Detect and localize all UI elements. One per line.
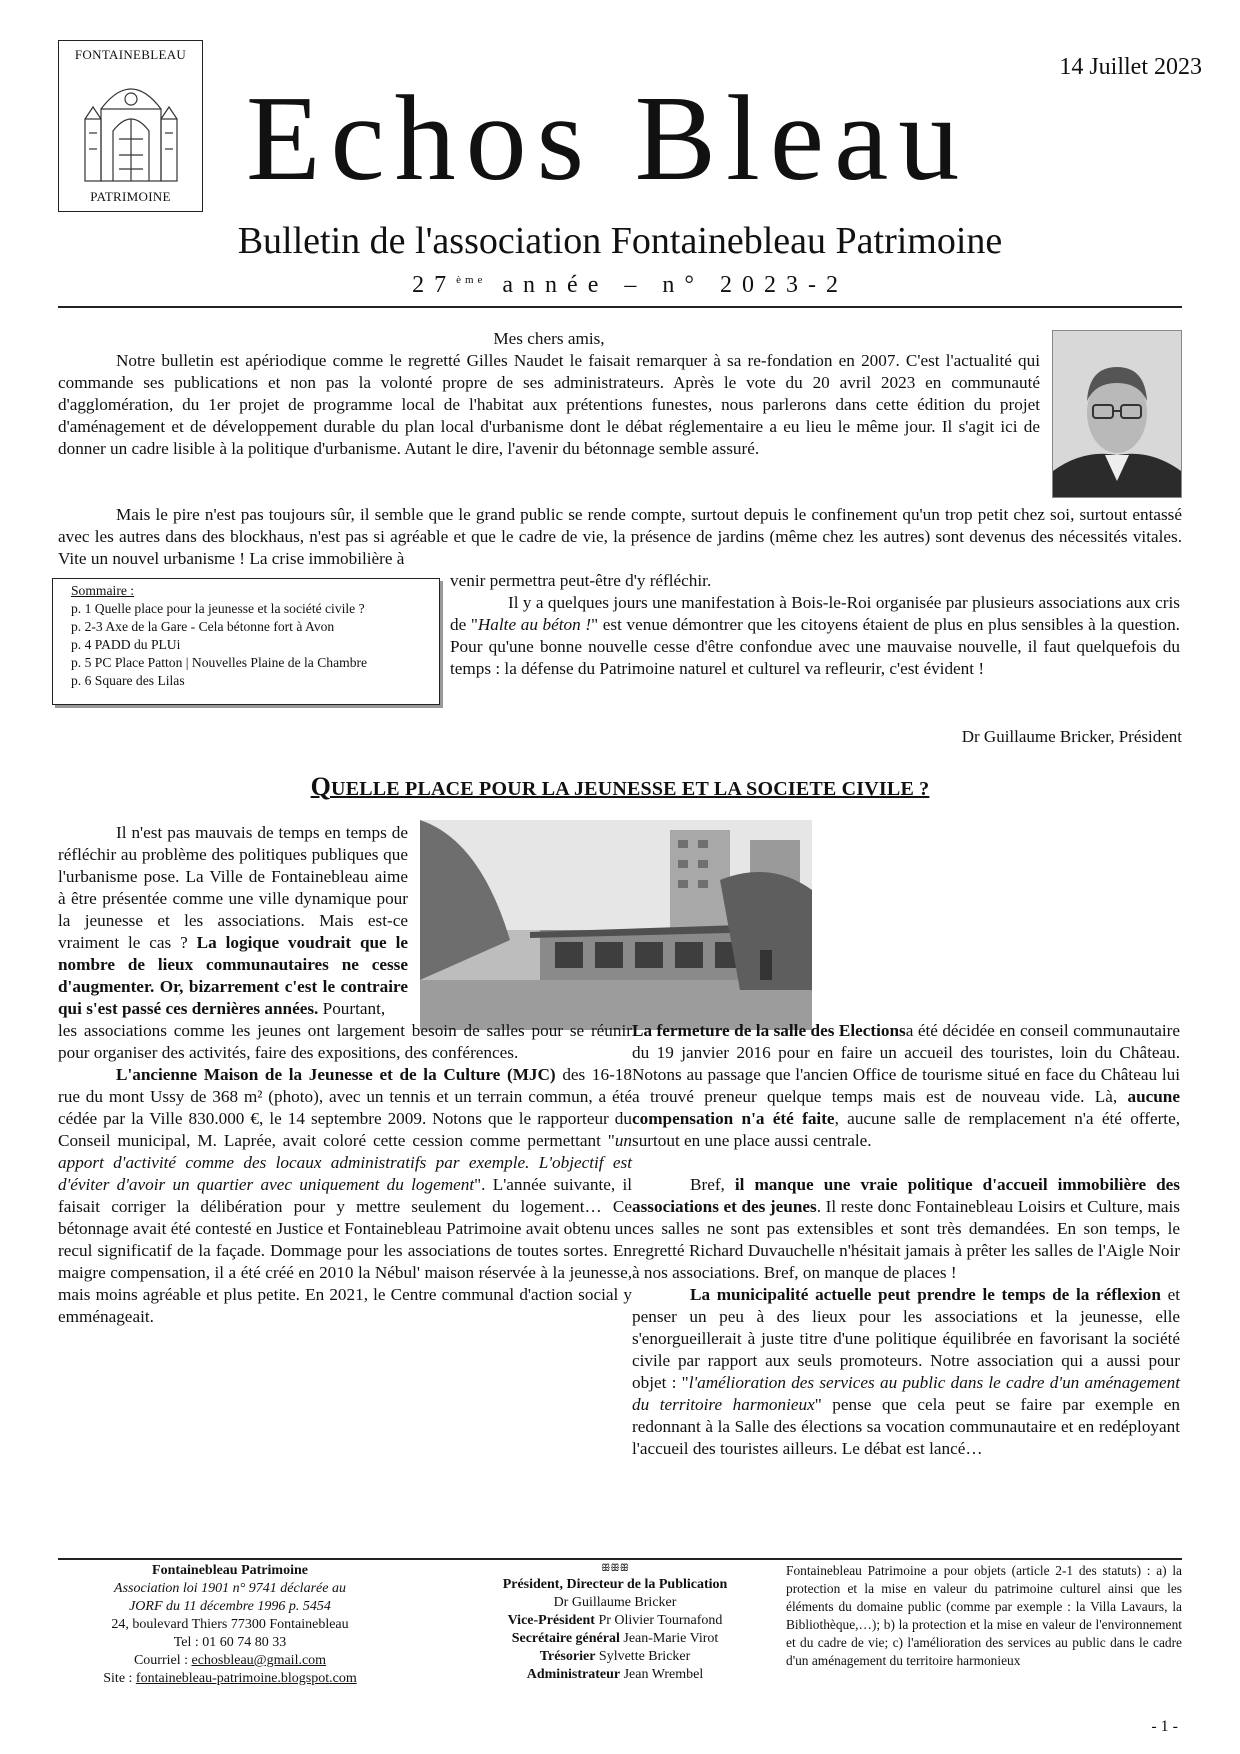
- email-link[interactable]: echosbleau@gmail.com: [191, 1653, 327, 1668]
- association-logo: [58, 40, 203, 212]
- article-title: [160, 772, 1080, 802]
- president-portrait: [1052, 330, 1182, 498]
- bold-run: La municipalité actuelle peut prendre le temps de la réflexion: [690, 1285, 1161, 1304]
- article-left-paragraph-2: [58, 1064, 632, 1328]
- text-run: a été décidée en conseil communautaire du 19 janvier 2016 pour en faire un accueil des touristes, loin du Château. Notons au passage que l'ancien Office de tourisme situé en face du Château lui a trouvé preneur quelque temps mais est de nouveau vide. Là,: [632, 1021, 1180, 1106]
- president-signature: Dr Guillaume Bricker, Président: [961, 727, 1182, 746]
- text-run: les associations comme les jeunes ont largement besoin de salles pour se réunir pour organiser des activités, faire des expositions, des conférences.: [58, 1021, 632, 1062]
- footer-association-objects: Fontainebleau Patrimoine a pour objets (article 2-1 des statuts) : a) la protection et la mise en valeur du patrimoine culturel ainsi que les éléments du domaine public (comme par exemple : la Villa Lavaurs, la Bibliothèque,…); b) la protection et la mise en valeur de l'environnement et du cadre de vie; c) l'amélioration des services au public dans le cadre d'un aménagement du territoire harmonieux: [786, 1563, 1182, 1668]
- intro-p3-text-a: Il y a quelques jours une manifestation à Bois-le-Roi organisée par plusieurs associations aux cris de ": [450, 593, 1180, 634]
- bold-run: il manque une vraie politique d'accueil immobilière des associations et des jeunes: [632, 1175, 1180, 1216]
- text-run: , aucune salle de remplacement n'a été offerte, surtout en une place aussi centrale.: [632, 1109, 1180, 1150]
- email-label: Courriel :: [133, 1653, 192, 1668]
- text-run: Il n'est pas mauvais de temps en temps de réfléchir au problème des politiques publiques que l'urbanisme pose. La Ville de Fontainebleau aime à être présentée comme une ville dynamique pour la jeunesse et les associations. Mais est-ce vraiment le cas ?: [58, 823, 408, 952]
- issue-year-count: 27: [412, 272, 457, 298]
- intro-paragraph-2-end: venir permettra peut-être d'y réfléchir.: [450, 571, 712, 590]
- treasurer-name: Sylvette Bricker: [595, 1649, 691, 1664]
- logo-bottom-text: PATRIMOINE: [90, 189, 171, 204]
- text-run: des 16-18 rue du mont Ussy de 368 m² (photo), avec un tennis et un terrain commun, a été cédée par la Ville 830.000 €, le 14 septembre 2009. Notons que le rapporteur du Conseil municipal, M. Laprée, avait coloré cette cession comme permettant ": [58, 1065, 632, 1150]
- article-left-paragraph-1a: [58, 822, 408, 1020]
- toc-item[interactable]: p. 6 Square des Lilas: [71, 673, 185, 688]
- article-left-paragraph-1b: [58, 1020, 632, 1064]
- intro-paragraph-2: Mais le pire n'est pas toujours sûr, il semble que le grand public se rende compte, surtout depuis le confinement qu'un trop petit chez soi, surtout entassé avec les autres dans des blockhaus, n'est pas si agréable et que le cadre de vie, la présence de jardins (même chez les autres) sont devenus des nécessités vitales. Vite un nouvel urbanisme ! La crise immobilière à: [58, 505, 1182, 568]
- vp-role: Vice-Président: [507, 1613, 595, 1628]
- masthead-subtitle: Bulletin de l'association Fontainebleau Patrimoine: [237, 220, 1003, 262]
- logo-top-text: FONTAINEBLEAU: [74, 47, 187, 62]
- greeting: Mes chers amis,: [493, 329, 605, 348]
- bold-run: La logique voudrait que le nombre de lieux communautaires ne cesse d'augmenter. Or, bizarrement c'est le contraire qui s'est passé ces dernières années.: [58, 933, 408, 1018]
- ornament-icon: ꕥꕥꕥ: [601, 1563, 629, 1574]
- website-link[interactable]: fontainebleau-patrimoine.blogspot.com: [135, 1671, 357, 1686]
- table-of-contents: [52, 578, 440, 705]
- toc-item[interactable]: p. 4 PADD du PLUi: [71, 637, 181, 652]
- text-run: et penser un peu à des lieux pour les associations et la jeunesse, elle s'enorgueillerait à juste titre d'une politique équilibrée en favorisant la société civile par rapport aux seuls promoteurs. Notre association qui a aussi pour objet : ": [632, 1285, 1180, 1392]
- toc-item[interactable]: p. 5 PC Place Patton | Nouvelles Plaine de la Chambre: [71, 655, 368, 670]
- gate-illustration-icon: [81, 69, 181, 185]
- bold-run: aucune compensation n'a été faite: [632, 1087, 1180, 1128]
- building-photo-icon: [420, 820, 812, 1030]
- article-left-column-bottom: [58, 1020, 632, 1328]
- masthead-title: Echos Bleau: [246, 71, 970, 206]
- site-label: Site :: [103, 1671, 136, 1686]
- text-run: . Il reste donc Fontainebleau Loisirs et Culture, mais ces salles ne sont pas extensibles et sont très demandées. En son temps, le regretté Richard Duvauchelle n'hésitait jamais à prêter les salles de l'Aigle Noir à nos associations. Bref, on manque de places !: [632, 1197, 1180, 1282]
- page-number: - 1 -: [1151, 1718, 1178, 1735]
- secretary-role: Secrétaire général: [511, 1631, 620, 1646]
- portrait-icon: [1053, 331, 1181, 497]
- italic-quote: l'amélioration des services au public dans le cadre d'un aménagement du territoire harmonieux: [632, 1373, 1180, 1414]
- intro-letter-part2: [58, 504, 1182, 570]
- issue-date: 14 Juillet 2023: [1059, 54, 1202, 80]
- issue-rest: année – n° 2023-2: [486, 272, 848, 298]
- toc-item[interactable]: p. 2-3 Axe de la Gare - Cela bétonne fort à Avon: [71, 619, 335, 634]
- article-right-column-bottom: [632, 1020, 1180, 1460]
- footer-association-info: [60, 1562, 400, 1688]
- treasurer-role: Trésorier: [539, 1649, 596, 1664]
- bold-run: La fermeture de la salle des Elections: [632, 1021, 906, 1040]
- article-right-paragraph-2: [632, 1174, 1180, 1284]
- article-title-rest: UELLE PLACE POUR LA JEUNESSE ET LA SOCIETE CIVILE ?: [331, 778, 930, 800]
- administrator-role: Administrateur: [526, 1667, 621, 1682]
- footer-board-members: [440, 1562, 790, 1684]
- article-title-initial: Q: [310, 772, 332, 801]
- footer-divider: [58, 1558, 1182, 1560]
- association-name: Fontainebleau Patrimoine: [152, 1563, 308, 1578]
- intro-paragraph-1: Notre bulletin est apériodique comme le regretté Gilles Naudet le faisait remarquer à sa re-fondation en 2007. C'est l'actualité qui commande ses publications et non pas la volonté propre de ses administrateurs. Après le vote du 20 avril 2023 en communauté d'agglomération, du 1er projet de programme local de l'habitat aux prétentions funestes, nous parlerons dans cette édition du projet d'aménagement et de développement durable du plan local d'urbanisme dont le débat réglementaire a eu lieu le même jour. Il s'agit ici de donner un cadre lisible à la politique d'urbanisme. Autant le dire, l'avenir du bétonnage semble assuré.: [58, 351, 1040, 458]
- president-name: Dr Guillaume Bricker: [553, 1595, 677, 1610]
- toc-item[interactable]: p. 1 Quelle place pour la jeunesse et la société civile ?: [71, 601, 365, 616]
- mjc-building-photo: [420, 820, 812, 1030]
- italic-quote: un apport d'activité comme des locaux administratifs par exemple. L'objectif est d'éviter d'avoir un quartier avec uniquement du logement: [58, 1131, 632, 1194]
- intro-letter-part1: [58, 328, 1040, 460]
- header-divider: [58, 306, 1182, 308]
- issue-number: [300, 273, 960, 297]
- article-left-column-top: [58, 822, 408, 1020]
- vp-name: Pr Olivier Tournafond: [594, 1613, 723, 1628]
- text-run: Bref,: [690, 1175, 735, 1194]
- text-run: Pourtant,: [318, 999, 386, 1018]
- administrator-name: Jean Wrembel: [620, 1667, 704, 1682]
- intro-p3-text-b: " est venue démontrer que les citoyens étaient de plus en plus sensibles à la question. Pour qu'une bonne nouvelle cesse d'être confondue avec une mauvaise nouvelle, il faut quelquefois du temps : la défense du Patrimoine naturel et culturel va refleurir, c'est évident !: [450, 615, 1180, 678]
- text-run: " pense que cela peut se faire par exemple en redonnant à la Salle des élections sa vocation communautaire et en redéployant l'accueil des touristes ailleurs. Le débat est lancé…: [632, 1395, 1180, 1458]
- intro-paragraph-3: [450, 592, 1180, 680]
- article-right-paragraph-1b: [632, 1020, 1180, 1152]
- association-law-line1: Association loi 1901 n° 9741 déclarée au: [114, 1581, 346, 1596]
- bold-run: L'ancienne Maison de la Jeunesse et de la Culture (MJC): [116, 1065, 556, 1084]
- issue-ordinal: ème: [456, 274, 487, 286]
- intro-letter-part3: [450, 570, 1180, 680]
- association-phone: Tel : 01 60 74 80 33: [173, 1635, 287, 1650]
- intro-p3-quote: Halte au béton !: [477, 615, 592, 634]
- president-role: Président, Directeur de la Publication: [502, 1577, 728, 1592]
- association-law-line2: JORF du 11 décembre 1996 p. 5454: [129, 1599, 331, 1614]
- article-right-paragraph-3: [632, 1284, 1180, 1460]
- association-address: 24, boulevard Thiers 77300 Fontainebleau: [111, 1617, 349, 1632]
- secretary-name: Jean-Marie Virot: [619, 1631, 719, 1646]
- toc-title: Sommaire :: [71, 583, 135, 598]
- text-run: ". L'année suivante, il faisait corriger la délibération pour y mettre seulement du logement… Ce bétonnage avait été contesté en Justice et Fontainebleau Patrimoine avait obtenu un recul significatif de la façade. Dommage pour les associations de toutes sortes. En maigre compensation, il a été créé en 2010 la Nébul' maison réservée à la jeunesse, mais moins agréable et plus petite. En 2021, le Centre communal d'action social y emménageait.: [58, 1175, 633, 1326]
